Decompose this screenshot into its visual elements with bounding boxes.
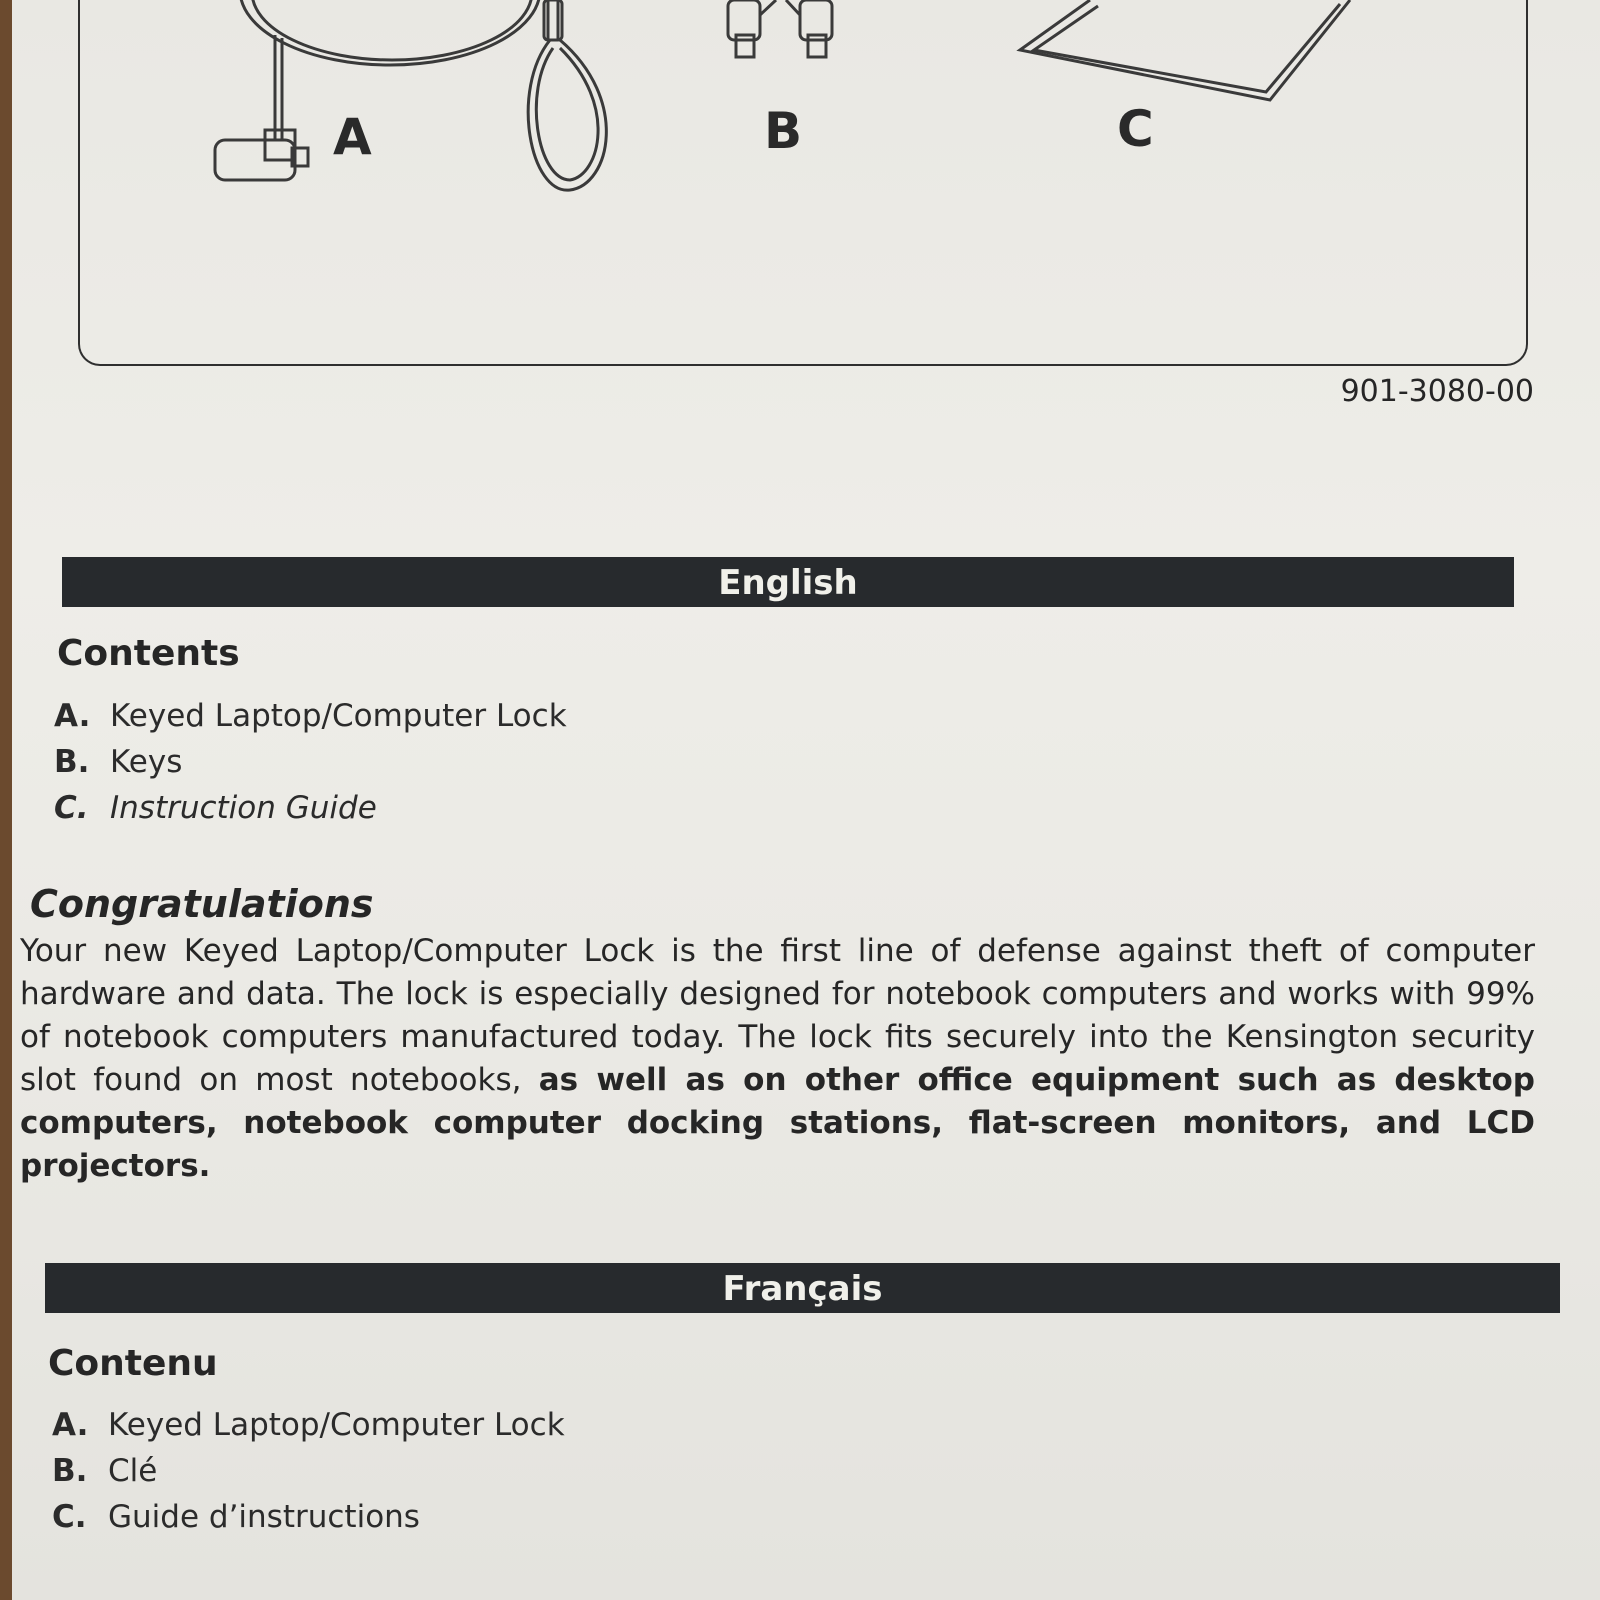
item-text: Keyed Laptop/Computer Lock	[108, 1407, 565, 1443]
item-text: Keyed Laptop/Computer Lock	[110, 698, 567, 734]
contenu-heading: Contenu	[48, 1343, 218, 1384]
item-text: Guide d’instructions	[108, 1499, 420, 1535]
figure-label-a: A	[333, 108, 372, 166]
paragraph-text-bold: as well as on other office equipment such as desktop computers, notebook computer docking stations, flat-screen monitors, and LCD projectors.	[20, 1062, 1536, 1184]
list-item	[54, 785, 567, 831]
cable-lock-illustration	[130, 0, 630, 210]
item-text: Instruction Guide	[110, 790, 377, 826]
figure-label-c: C	[1117, 100, 1154, 158]
list-item	[52, 1402, 565, 1448]
instruction-guide-illustration	[1010, 0, 1370, 110]
item-letter: A.	[52, 1407, 89, 1443]
keys-illustration	[716, 0, 856, 65]
item-text: Keys	[110, 744, 183, 780]
list-item	[52, 1494, 565, 1540]
language-bar-english: English	[62, 557, 1514, 607]
item-letter: C.	[54, 790, 89, 826]
contents-list	[54, 693, 567, 831]
item-letter: B.	[52, 1453, 88, 1489]
item-letter: C.	[52, 1499, 87, 1535]
list-item	[52, 1448, 565, 1494]
congratulations-paragraph	[20, 930, 1535, 1188]
paragraph-text: Your new Keyed Laptop/Computer Lock is the first line of defense against theft of computer hardware and data. The lock is especially designed for notebook computers and works with 99% of notebook computers manufactured today. The lock fits securely into the Kensington security slot found on most notebooks,	[20, 933, 1535, 1098]
congratulations-heading: Congratulations	[30, 882, 374, 926]
product-illustration-box	[78, 0, 1528, 366]
language-bar-french: Français	[45, 1263, 1560, 1313]
list-item	[54, 739, 567, 785]
contents-heading: Contents	[57, 633, 240, 674]
item-letter: A.	[54, 698, 91, 734]
part-number: 901-3080-00	[1340, 374, 1534, 409]
list-item	[54, 693, 567, 739]
figure-label-b: B	[764, 102, 803, 160]
instruction-sheet	[12, 0, 1600, 1600]
item-text: Clé	[108, 1453, 158, 1489]
contenu-list	[52, 1402, 565, 1540]
item-letter: B.	[54, 744, 90, 780]
